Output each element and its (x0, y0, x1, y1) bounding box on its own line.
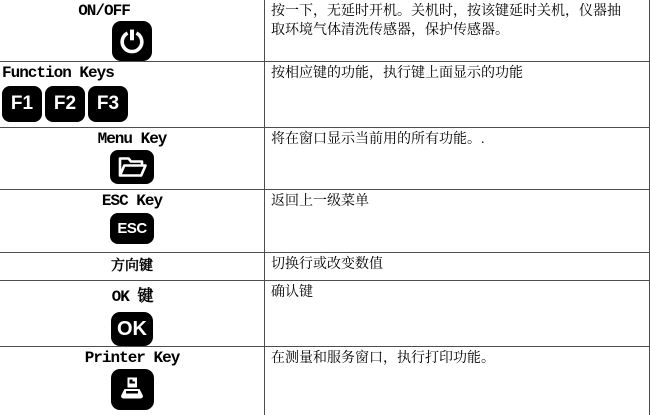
description-cell: 按一下，无延时开机。关机时，按该键延时关机，仪器抽取环境气体清洗传感器，保护传感器。 (264, 0, 649, 61)
description-cell: 在测量和服务窗口，执行打印功能。 (264, 347, 649, 415)
key-label: Function Keys (2, 64, 114, 82)
description-cell: 将在窗口显示当前用的所有功能。. (264, 128, 649, 189)
power-icon (112, 21, 152, 61)
open-folder-icon (110, 150, 154, 184)
key-label: ESC Key (101, 192, 163, 210)
description-cell: 切换行或改变数值 (264, 253, 649, 280)
description-cell: 返回上一级菜单 (264, 190, 649, 252)
key-label: 方向键 (111, 259, 153, 274)
key-cell (0, 281, 264, 346)
key-cell (0, 128, 264, 189)
key-label: OK 键 (111, 288, 153, 306)
table-row-function-keys (0, 62, 649, 128)
key-cell (0, 347, 264, 415)
key-cell (0, 0, 264, 61)
key-cell (0, 253, 264, 280)
key-label: ON/OFF (78, 2, 130, 20)
table-row-ok-key (0, 281, 649, 347)
description-cell: 按相应键的功能，执行键上面显示的功能 (264, 62, 649, 127)
table-row-onoff (0, 0, 649, 62)
table-row-arrow-keys (0, 253, 649, 281)
table-row-esc-key (0, 190, 649, 253)
printer-icon (111, 369, 154, 410)
key-cell (0, 190, 264, 252)
key-cell (0, 62, 264, 127)
f1-keycap-icon: F1 (2, 86, 42, 122)
description-cell: 确认键 (264, 281, 649, 346)
key-label: Menu Key (97, 130, 167, 148)
esc-keycap-icon: ESC (110, 213, 154, 244)
table-row-menu-key (0, 128, 649, 190)
table-row-printer-key (0, 347, 649, 415)
f3-keycap-icon: F3 (88, 86, 128, 122)
ok-keycap-icon: OK (111, 312, 153, 346)
f2-keycap-icon: F2 (45, 86, 85, 122)
key-label: Printer Key (84, 349, 180, 367)
function-keycaps (2, 86, 128, 122)
